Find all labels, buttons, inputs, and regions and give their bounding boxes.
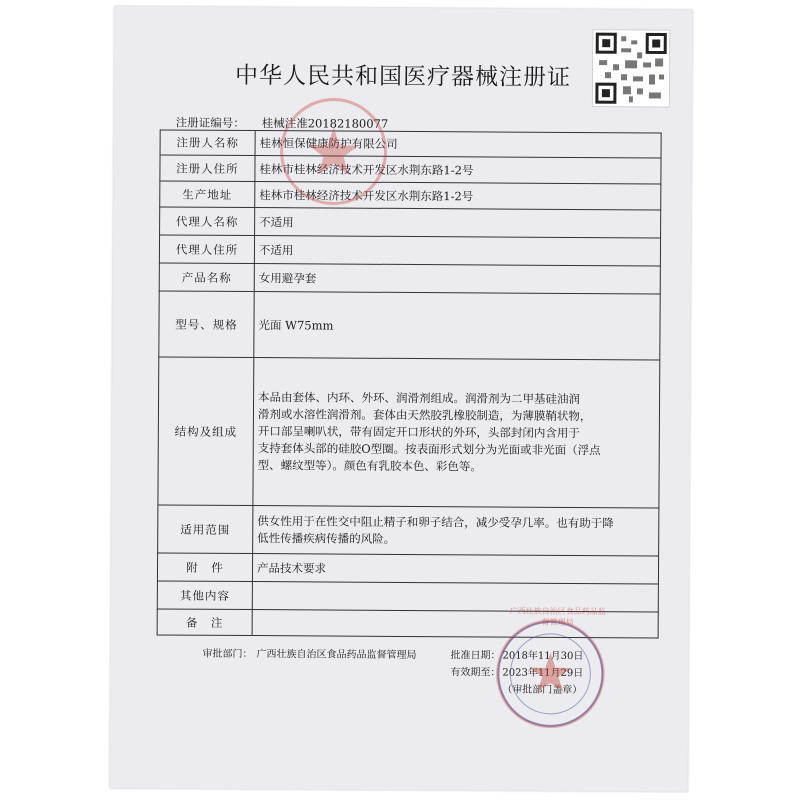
value-production-address: 桂林市桂林经济技术开发区水荆东路1-2号 (255, 182, 661, 210)
label-scope: 适用范围 (158, 505, 253, 554)
top-official-seal (273, 91, 394, 212)
qr-code-graphic (593, 30, 669, 106)
row-scope (158, 505, 659, 556)
valid-until: 2023年11月29日 (502, 667, 584, 680)
row-attachment (157, 553, 658, 584)
value-attachment: 产品技术要求 (252, 554, 658, 584)
row-registrant-name (160, 130, 661, 158)
certificate-table (157, 129, 662, 638)
stamp-text: 广西壮族自治区食品药品监督管理局 (509, 606, 606, 627)
approval-date-label: 批准日期： (450, 650, 501, 662)
value-product-name: 女用避孕套 (254, 264, 660, 294)
approval-date: 2018年11月30日 (502, 650, 584, 663)
label-remarks: 备 注 (157, 609, 252, 636)
row-production-address (160, 181, 661, 210)
label-structure: 结构及组成 (158, 357, 254, 506)
label-registrant-address: 注册人住所 (160, 155, 255, 182)
label-agent-address: 代理人住所 (159, 235, 254, 264)
label-attachment: 附 件 (157, 553, 252, 582)
value-scope: 供女性用于在性交中阻止精子和卵子结合，减少受孕几率。也有助于降 低性传播疾病传播的风险。 (253, 506, 659, 556)
value-model-spec: 光面 W75mm (254, 292, 660, 360)
value-agent-address: 不适用 (254, 236, 660, 266)
label-product-name: 产品名称 (159, 263, 254, 292)
row-agent-address (159, 235, 660, 266)
value-registrant-address: 桂林市桂林经济技术开发区水荆东路1-2号 (255, 156, 661, 184)
value-agent-name: 不适用 (255, 208, 661, 238)
approval-dept-label: 审批部门： (202, 648, 253, 661)
row-agent-name (160, 207, 661, 238)
label-agent-name: 代理人名称 (160, 207, 255, 236)
value-registrant-name: 桂林恒保健康防护有限公司 (255, 131, 661, 158)
label-registrant-name: 注册人名称 (160, 130, 255, 156)
seal-note: （审批部门盖章） (502, 684, 583, 697)
registration-number-label: 注册证编号： (175, 115, 245, 130)
row-model-spec (159, 291, 660, 360)
valid-until-label: 有效期至： (450, 667, 501, 679)
row-structure (158, 357, 660, 508)
approval-dept: 广西壮族自治区食品药品监督管理局 (256, 649, 417, 662)
label-other: 其他内容 (157, 581, 252, 610)
row-registrant-address (160, 155, 661, 184)
qr-code (592, 29, 670, 107)
certificate-page (110, 6, 693, 792)
label-model-spec: 型号、规格 (159, 291, 254, 358)
row-product-name (159, 263, 660, 294)
approval-seal (495, 619, 606, 730)
value-structure: 本品由套体、内环、外环、润滑剂组成。润滑剂为二甲基硅油润 滑剂或水溶性润滑剂。套体由天然胶乳橡胶制造，为薄膜鞘状物， 开口部呈喇叭状，带有固定开口形状的外环，头部封闭内含用于 支持套体头部的硅胶O型圈。按表面形式划分为光面或非光面（浮点 型、螺纹型等）。颜色有乳胶本色、彩色等。 (253, 358, 660, 508)
registration-number: 桂械注准20182180077 (261, 116, 389, 131)
label-production-address: 生产地址 (160, 181, 255, 208)
certificate-title: 中华人民共和国医疗器械注册证 (234, 62, 572, 91)
